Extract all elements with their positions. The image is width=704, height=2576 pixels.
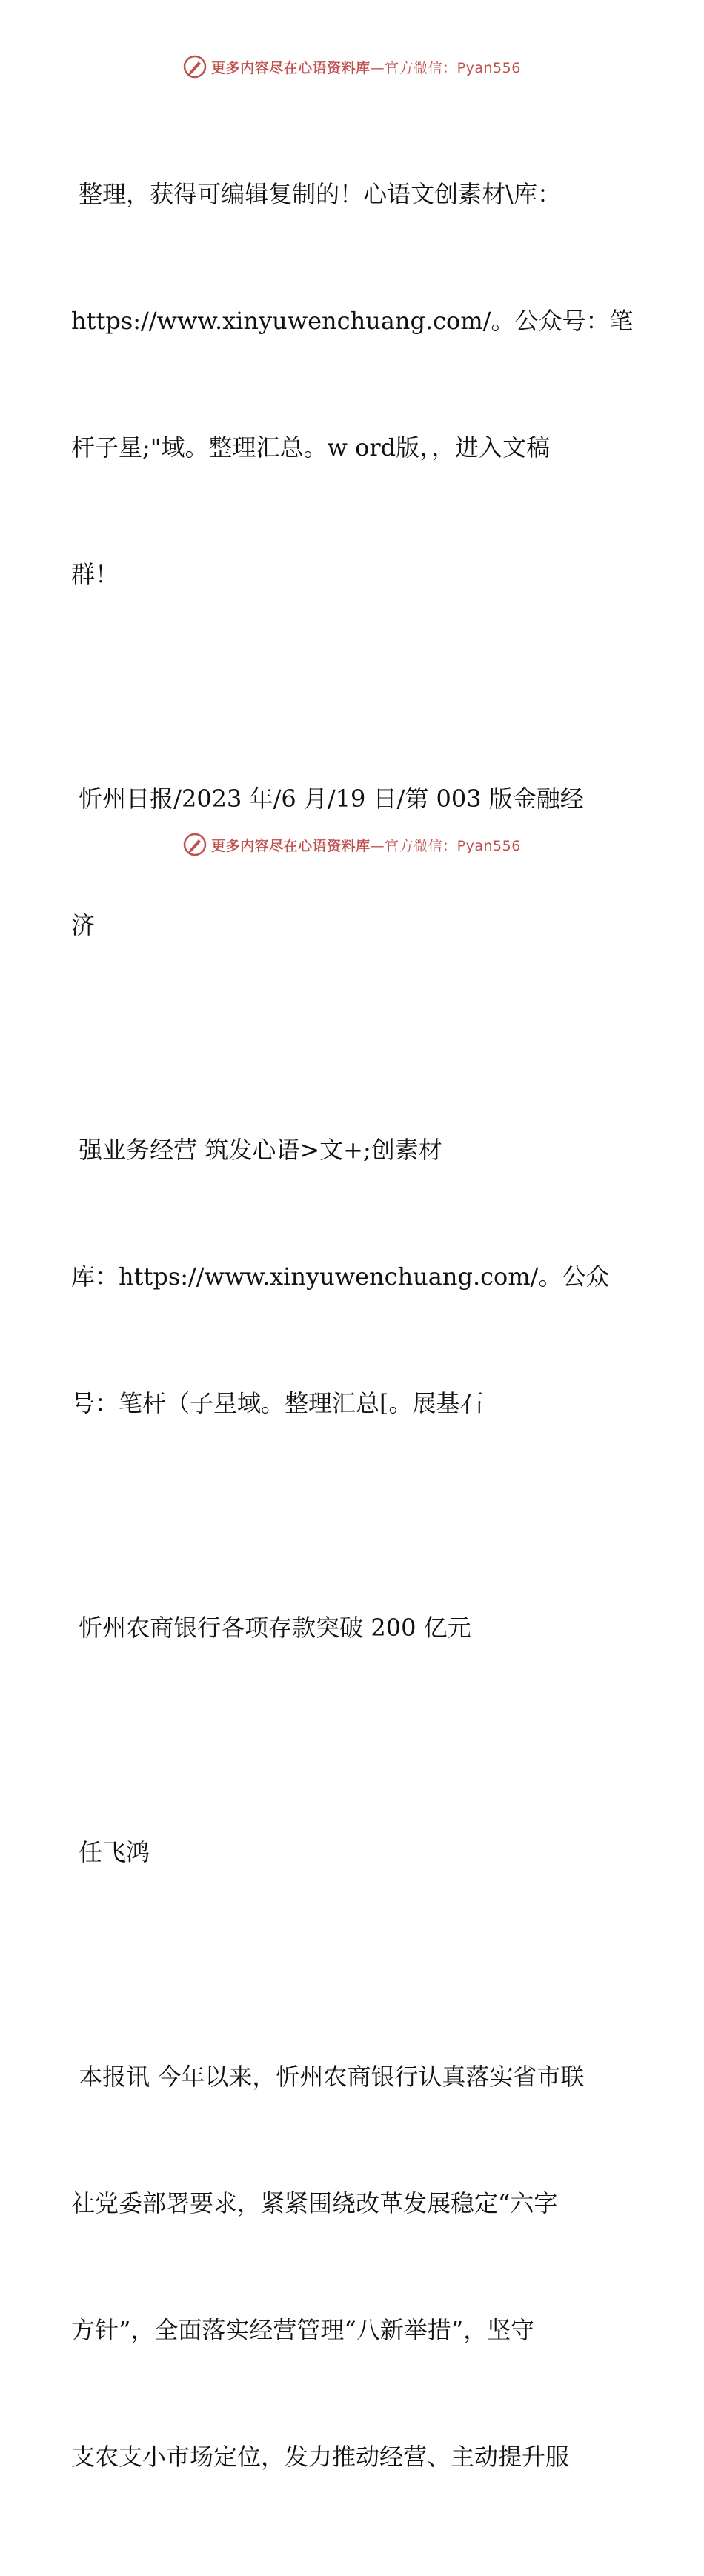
pen-logo-icon bbox=[183, 55, 207, 79]
paragraph-body bbox=[71, 1971, 634, 2563]
text-line: 本报讯 今年以来，忻州农商银行认真落实省市联 bbox=[71, 2063, 585, 2091]
text-line: 号：笔杆（子星域。整理汇总[。展基石 bbox=[71, 1389, 484, 1417]
text-line: 忻州农商银行各项存款突破 200 亿元 bbox=[71, 1614, 471, 1642]
banner-text bbox=[211, 57, 521, 77]
banner-tail-text: —官方微信：Pyan556 bbox=[370, 837, 521, 854]
text-line: https://www.xinyuwenchuang.com/。公众号：笔 bbox=[71, 307, 634, 335]
text-line: 任飞鸿 bbox=[71, 1838, 150, 1866]
banner-main-text: 更多内容尽在心语资料库 bbox=[211, 59, 371, 76]
text-line: 方针”，全面落实经营管理“八新举措”，坚守 bbox=[71, 2316, 535, 2344]
document-body bbox=[71, 89, 634, 2576]
text-line: 社党委部署要求，紧紧围绕改革发展稳定“六字 bbox=[71, 2189, 558, 2217]
text-line: 强业务经营 筑发心语>文+;创素材 bbox=[71, 1136, 442, 1164]
footer-banner bbox=[0, 830, 704, 859]
banner-main-text: 更多内容尽在心语资料库 bbox=[211, 837, 371, 854]
paragraph-headline bbox=[71, 1522, 634, 1734]
pen-logo-icon bbox=[183, 833, 207, 856]
paragraph-headline-sub bbox=[71, 1045, 634, 1509]
text-line: 忻州日报/2023 年/6 月/19 日/第 003 版金融经 bbox=[71, 785, 584, 813]
banner-text bbox=[211, 835, 521, 855]
text-line: 济 bbox=[71, 911, 96, 939]
text-line: 整理，获得可编辑复制的！心语文创素材\库： bbox=[71, 180, 561, 208]
banner-tail-text: —官方微信：Pyan556 bbox=[370, 59, 521, 76]
paragraph-author bbox=[71, 1747, 634, 1958]
header-banner bbox=[0, 52, 704, 81]
text-line: 库：https://www.xinyuwenchuang.com/。公众 bbox=[71, 1262, 610, 1291]
paragraph-intro-notice bbox=[71, 89, 634, 680]
text-line: 杆子星;"域。整理汇总。w ord版，，进入文稿 bbox=[71, 433, 551, 462]
paragraph-source bbox=[71, 693, 634, 1031]
text-line: 支农支小市场定位，发力推动经营、主动提升服 bbox=[71, 2443, 570, 2471]
text-line: 群！ bbox=[71, 560, 119, 588]
